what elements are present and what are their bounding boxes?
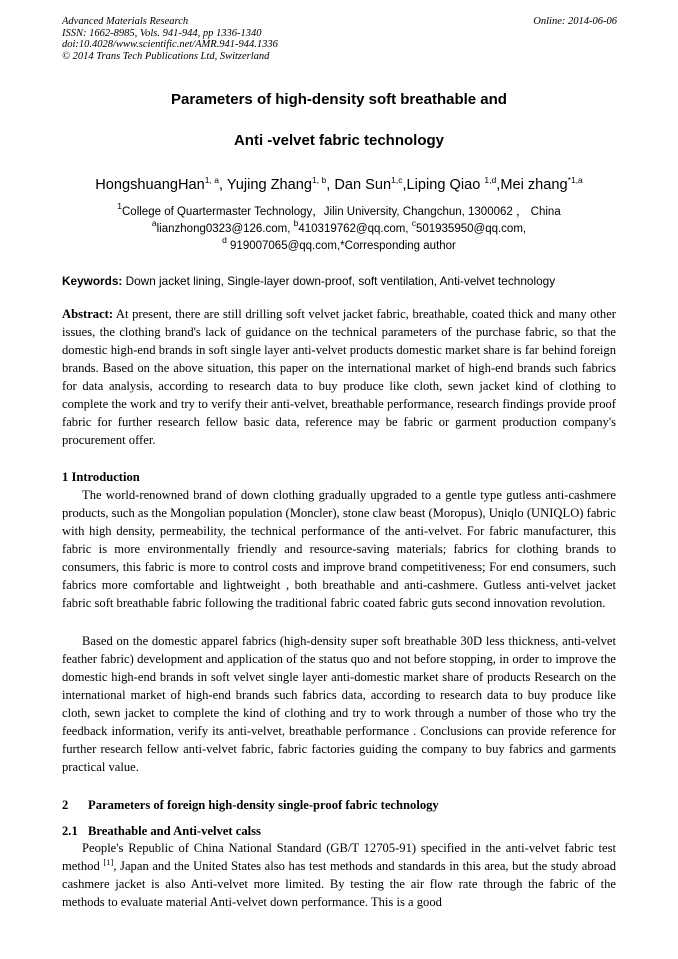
email-sup: d (222, 235, 227, 245)
abstract-text: At present, there are still drilling soft velvet jacket fabric, breathable, coated thick and many other issues, the clothing brand's lack of guidance on the technical parameters of the purchase fabric, so that the domestic high-end brands in soft single layer anti-velvet products domestic market share is far behind foreign brands. Based on the above situation, this paper on the international market of high-end brands such fabrics for data analysis, according to research data to buy produce like cloth, sewn jacket kind of clothing to complete the work and try to verify their anti-velvet, breathable performance, research findings provide proof fabric for further research fellow basic data, reference may be fabric or garment production company's procurement offer. (62, 307, 616, 447)
keywords-label: Keywords: (62, 274, 123, 288)
section-2-heading (62, 796, 616, 814)
subsection-2-1-number: 2.1 (62, 824, 78, 838)
section-2-paragraph-1 (62, 839, 616, 911)
email-a: lianzhong0323@126.com, (156, 223, 294, 235)
copyright-line: © 2014 Trans Tech Publications Ltd, Switzerland (62, 50, 270, 62)
online-date: Online: 2014-06-06 (533, 16, 617, 27)
paper-title-line-2: Anti -velvet fabric technology (233, 132, 445, 149)
subsection-2-1-heading (62, 822, 616, 840)
abstract-label: Abstract: (62, 307, 114, 321)
issn-line: ISSN: 1662-8985, Vols. 941-944, pp 1336-1340 (62, 27, 262, 39)
section-1-paragraph-1: The world-renowned brand of down clothing gradually upgraded to a gentle type gutless anti-cashmere products, such as the Mongolian population (Moncler), stone claw beast (Moropus), Uniqlo (UNIQLO) fabric with high density, permeability, the technical performance of the anti-velvet. For fabric manufacturer, this fabric is more environmentally friendly and resource-saving materials; fabrics for clothing brands to consumers, this fabric is more to control costs and improve brand competitiveness; For end consumers, such fabrics more comfortable and lightweight , both breathable and anti-cashmere. Gutless anti-velvet jacket fabric soft breathable fabric following the traditional fabric coated fabric guts second innovation revolution. (62, 488, 616, 610)
section-2-number: 2 (62, 798, 69, 812)
email-sup: c (411, 218, 416, 228)
section-1-heading: 1 Introduction (62, 470, 140, 484)
author-name: HongshuangHan (95, 177, 205, 193)
abstract (62, 305, 616, 449)
author-name: Mei zhang (500, 177, 568, 193)
author-name: Dan Sun (334, 177, 392, 193)
email-c: 501935950@qq.com, (415, 223, 527, 235)
author-affil-sup: 1, a (204, 175, 219, 185)
affiliation-text: College of Quartermaster Technology，Jilin University, Changchun, 1300062 ， China (122, 206, 561, 218)
emails-line-2 (0, 235, 678, 253)
email-d: 919007065@qq.com,*Corresponding author (226, 240, 456, 252)
emails-line-1 (0, 218, 678, 236)
affiliation-sup: 1 (117, 201, 122, 211)
paragraph-text: People's Republic of China National Standard (GB/T 12705-91) specified in the anti-velvet fabric test method (62, 841, 616, 873)
journal-name: Advanced Materials Research (62, 16, 189, 27)
paper-title-line-1: Parameters of high-density soft breathable and (171, 91, 507, 108)
author-name: Yujing Zhang (226, 177, 313, 193)
email-sup: b (293, 218, 299, 228)
author-affil-sup: 1,c (391, 175, 403, 185)
author-list: HongshuangHan$^{1, a}$, Yujing Zhang$^{1, b}$, Dan Sun$^{1,c}$,Liping Qiao $^{1,d}$,Mei zhang$^{*1,a}$ (95, 175, 583, 193)
author-affil-sup: 1,d (484, 175, 497, 185)
section-1-paragraph-2: Based on the domestic apparel fabrics (high-density super soft breathable 30D less thickness, anti-velvet feather fabric) development and application of the status quo and not before stopping, in order to improve the domestic high-end brands in soft velvet single layer anti-domestic market share of products Research on the international market of high-end brands such fabrics data, according to research data to buy produce like cloth, sewn jacket to complete the kind of clothing and try to work through a number of those who try the feedback information, verify its anti-velvet, breathable performance . Conclusions can provide reference for further research fellow anti-velvet fabric, fabric factories guiding the company to buy fabrics and garments practical value. (62, 634, 616, 774)
subsection-2-1-title: Breathable and Anti-velvet calss (88, 824, 261, 838)
affiliation-line (0, 201, 678, 219)
author-affil-sup: 1, b (312, 175, 327, 185)
section-2-title: Parameters of foreign high-density single-proof fabric technology (88, 798, 439, 812)
author-affil-sup: *1,a (567, 175, 583, 185)
doi-line: doi:10.4028/www.scientific.net/AMR.941-944.1336 (62, 39, 278, 50)
keywords-text: Down jacket lining, Single-layer down-proof, soft ventilation, Anti-velvet technology (122, 274, 556, 288)
citation-ref: [1] (103, 857, 114, 867)
paragraph-text: , Japan and the United States also has test methods and standards in this area, but the study abroad cashmere jacket is also Anti-velvet more limited. By testing the air flow rate through the fabric of the methods to evaluate material Anti-velvet down performance. This is a good (62, 859, 616, 909)
journal-header (62, 16, 482, 62)
author-name: Liping Qiao (406, 177, 481, 193)
email-sup: a (151, 218, 157, 228)
keywords (62, 274, 618, 288)
email-b: 410319762@qq.com, (298, 223, 412, 235)
